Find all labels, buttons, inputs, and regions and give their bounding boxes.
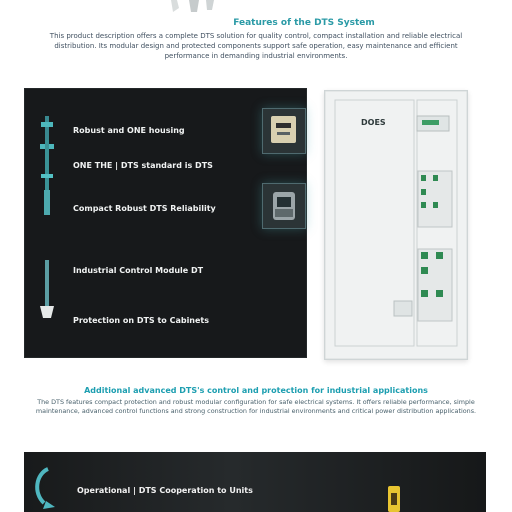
yellow-device-icon bbox=[384, 483, 404, 512]
cabinet-label: DOES bbox=[361, 118, 386, 127]
feature-thumbnail-device bbox=[262, 183, 306, 229]
secondary-description: The DTS features compact protection and robust modular configuration for safe electrical systems. It offers reliable performance, simple maintenance, advanced control functions and strong construction for industrial environments and critical power distribution applications. bbox=[35, 398, 477, 415]
electrical-cabinet-image bbox=[324, 90, 468, 360]
cabinet-drawing bbox=[325, 91, 467, 359]
device-icon bbox=[263, 184, 305, 228]
feature-row-5 bbox=[24, 306, 307, 360]
top-product-fragment bbox=[168, 0, 218, 16]
feature-label: Industrial Control Module DT bbox=[73, 266, 204, 275]
page-title: Features of the DTS System bbox=[233, 18, 375, 28]
feature-panel bbox=[24, 88, 307, 358]
feature-row-4 bbox=[24, 254, 307, 308]
feature-label: ONE THE | DTS standard is DTS bbox=[73, 161, 213, 170]
bottom-feature-label: Operational | DTS Cooperation to Units bbox=[77, 486, 253, 495]
bottom-feature-panel bbox=[24, 452, 486, 512]
secondary-section bbox=[20, 386, 492, 416]
feature-row-3 bbox=[24, 190, 307, 244]
intro-description: This product description offers a complete DTS solution for quality control, compact installation and reliable electrical distribution. Its modular design and protected components support safe operation, easy maintenance and efficient performance in demanding industrial environments. bbox=[49, 32, 463, 60]
feature-label: Robust and ONE housing bbox=[73, 126, 185, 135]
feature-label: Protection on DTS to Cabinets bbox=[73, 316, 210, 325]
control-device-icon bbox=[37, 190, 57, 215]
intro-section bbox=[34, 18, 478, 61]
feature-label: Compact Robust DTS Reliability bbox=[73, 204, 216, 213]
circular-arrow-icon bbox=[24, 452, 58, 512]
secondary-title: Additional advanced DTS's control and protection for industrial applications bbox=[84, 386, 428, 395]
